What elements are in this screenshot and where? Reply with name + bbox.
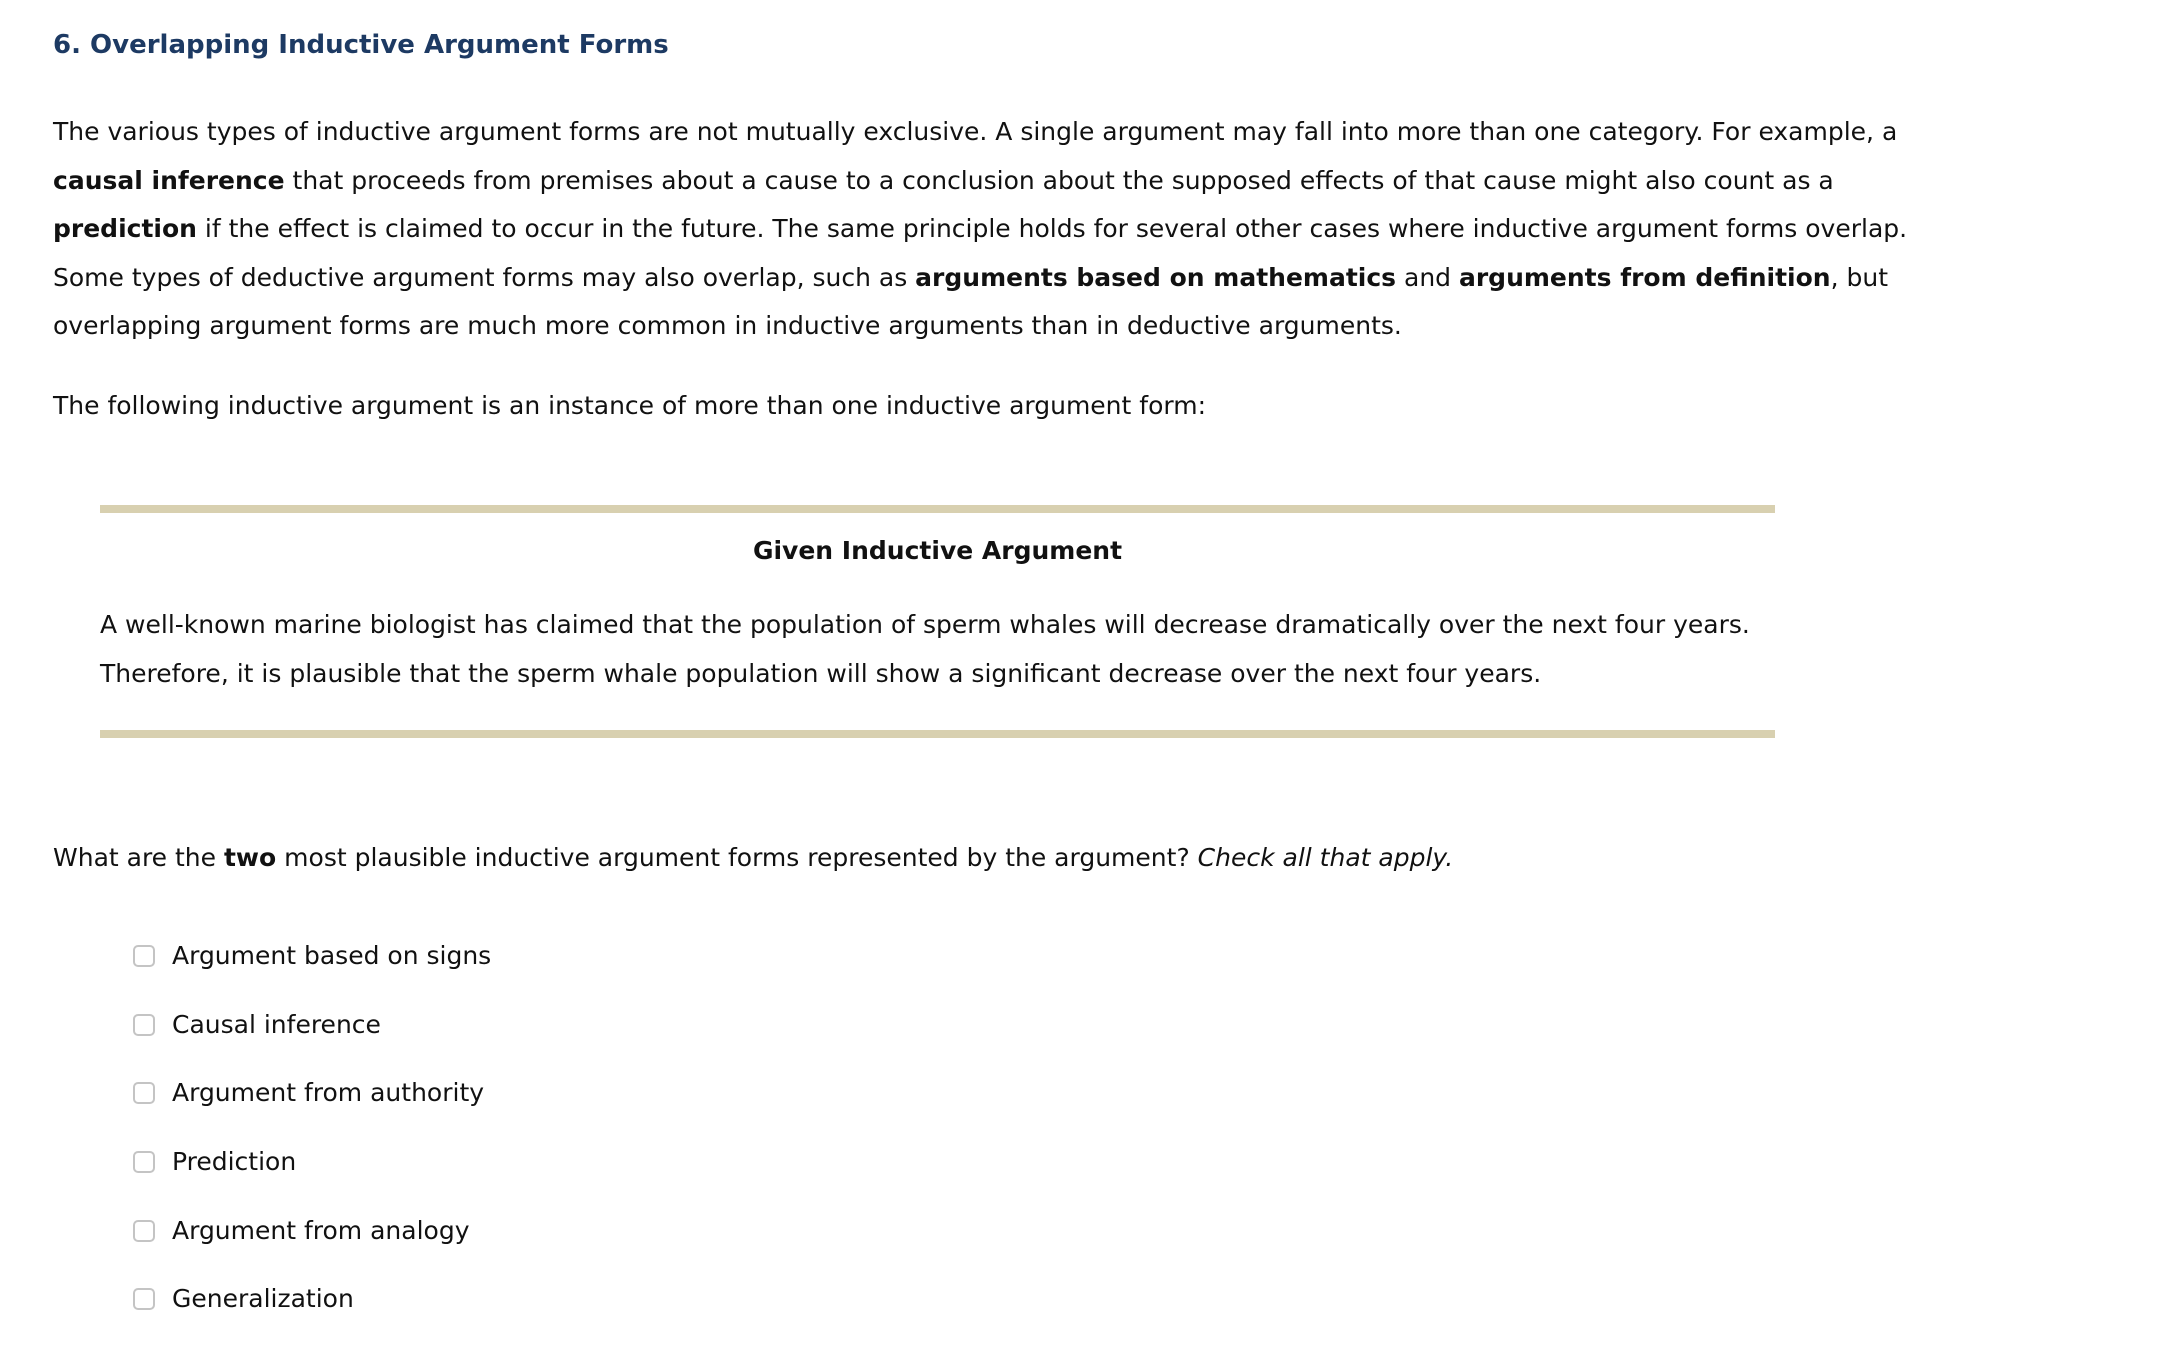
intro-line-2: causal inference that proceeds from premises about a cause to a conclusion about the supposed effects of that cause might also count as a (53, 165, 1834, 195)
checkbox[interactable] (133, 1288, 155, 1310)
question-emphasis: two (223, 843, 277, 872)
option-label: Prediction (172, 1147, 297, 1177)
intro-line-1: The various types of inductive argument forms are not mutually exclusive. A single argument may fall into more than one category. For example, a (53, 117, 1898, 146)
lead-sentence: The following inductive argument is an instance of more than one inductive argument form: (53, 391, 1206, 420)
intro-line-5: overlapping argument forms are much more common in inductive arguments than in deductive arguments. (53, 311, 1402, 340)
given-argument-box (100, 505, 1775, 738)
option-label: Argument from authority (172, 1078, 485, 1108)
answer-options (133, 922, 491, 1334)
option-argument-based-on-signs[interactable] (133, 922, 491, 991)
option-argument-from-authority[interactable] (133, 1059, 491, 1128)
argument-premise: A well-known marine biologist has claimed that the population of sperm whales will decrease dramatically over the next four years. (100, 610, 1750, 639)
checkbox[interactable] (133, 945, 155, 967)
checkbox[interactable] (133, 1014, 155, 1036)
option-causal-inference[interactable] (133, 991, 491, 1060)
option-generalization[interactable] (133, 1265, 491, 1334)
argument-heading: Given Inductive Argument (752, 536, 1123, 565)
intro-line-4: Some types of deductive argument forms may also overlap, such as arguments based on mathematics and arguments from definition, but (53, 262, 1889, 292)
checkbox[interactable] (133, 1151, 155, 1173)
argument-conclusion: Therefore, it is plausible that the sperm whale population will show a significant decrease over the next four years. (100, 658, 1542, 688)
term-arguments-based-on-mathematics: arguments based on mathematics (915, 262, 1397, 292)
term-prediction: prediction (53, 214, 197, 243)
argument-top-rule (100, 505, 1775, 513)
option-label: Generalization (172, 1284, 354, 1314)
option-argument-from-analogy[interactable] (133, 1196, 491, 1265)
intro-line-3: prediction if the effect is claimed to occur in the future. The same principle holds for several other cases where inductive argument forms overlap. (53, 214, 1908, 243)
intro-paragraph (53, 108, 1953, 351)
option-label: Causal inference (172, 1009, 381, 1039)
term-arguments-from-definition: arguments from definition (1458, 262, 1831, 292)
question-prompt: What are the two most plausible inductive argument forms represented by the argument? Check all that apply. (53, 843, 1454, 872)
argument-bottom-rule (100, 730, 1775, 738)
checkbox[interactable] (133, 1082, 155, 1104)
option-prediction[interactable] (133, 1128, 491, 1197)
term-causal-inference: causal inference (53, 165, 285, 195)
question-instruction: Check all that apply. (1197, 843, 1454, 872)
argument-text (100, 601, 1750, 698)
option-label: Argument based on signs (172, 941, 492, 971)
option-label: Argument from analogy (172, 1215, 470, 1245)
checkbox[interactable] (133, 1220, 155, 1242)
page-title: 6. Overlapping Inductive Argument Forms (53, 30, 669, 60)
